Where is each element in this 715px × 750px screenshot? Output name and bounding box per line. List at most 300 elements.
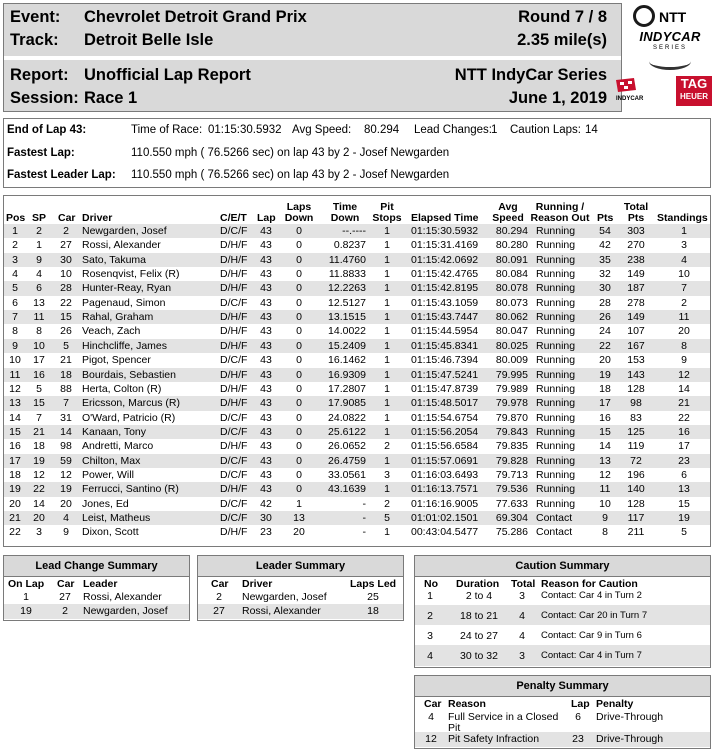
series-logo-text: SERIES	[652, 45, 687, 51]
penalty-col-lap: Lap	[571, 698, 590, 710]
penalty-row-1-reason: Full Service in a Closed	[448, 711, 559, 723]
cell-sp: 21	[33, 425, 45, 438]
cell-pit: 1	[384, 354, 390, 367]
cell-lap: 43	[260, 425, 272, 438]
leader-row-1-car: 2	[216, 591, 222, 603]
cell-status: Running	[536, 454, 576, 467]
event-name: Chevrolet Detroit Grand Prix	[84, 8, 307, 26]
table-row	[4, 425, 710, 439]
col-driver: Driver	[82, 212, 113, 224]
cell-driver: Pigot, Spencer	[82, 354, 151, 367]
table-row	[4, 281, 710, 295]
cell-car: 7	[63, 397, 69, 410]
cell-car: 14	[60, 425, 72, 438]
col-pts: Pts	[597, 212, 614, 224]
cell-total: 98	[630, 397, 642, 410]
cell-total: 196	[627, 468, 645, 481]
cell-time-down: --.----	[342, 225, 366, 237]
cell-laps-down: 0	[296, 354, 302, 367]
cell-sp: 2	[36, 225, 42, 237]
col-total-pts-2: Pts	[627, 212, 645, 224]
lap-report-table	[3, 195, 711, 547]
cell-pts: 30	[599, 282, 611, 295]
cell-driver: Ericsson, Marcus (R)	[82, 397, 181, 410]
cell-driver: Newgarden, Josef	[82, 225, 167, 237]
caution-row-3-reason: Contact: Car 9 in Turn 6	[541, 630, 642, 641]
col-avg-speed-1: Avg	[498, 201, 518, 213]
cell-stand: 17	[678, 440, 690, 453]
table-row	[4, 339, 710, 353]
cell-cet: D/C/F	[220, 468, 248, 481]
event-key: Event:	[10, 8, 61, 26]
cell-elapsed: 01:01:02.1501	[411, 512, 479, 524]
cell-pts: 26	[599, 311, 611, 324]
cell-time-down: 25.6122	[328, 425, 366, 438]
cell-speed: 69.304	[495, 512, 528, 524]
table-row	[4, 310, 710, 324]
cell-lap: 43	[260, 225, 272, 237]
flag-caption: INDYCAR	[616, 96, 644, 102]
cell-pos: 21	[9, 512, 21, 524]
cell-total: 167	[627, 339, 645, 352]
cell-total: 125	[627, 425, 645, 438]
cell-pts: 42	[599, 239, 611, 252]
cell-speed: 80.294	[495, 225, 528, 237]
cell-pit: 1	[384, 325, 390, 338]
cell-elapsed: 01:16:03.6493	[411, 468, 479, 481]
cell-lap: 42	[260, 497, 272, 510]
col-pit-stops-2: Stops	[372, 212, 402, 224]
cell-driver: Sato, Takuma	[82, 253, 147, 266]
cell-status: Running	[536, 382, 576, 395]
table-row	[4, 482, 710, 496]
cell-cet: D/C/F	[220, 454, 248, 467]
cell-car: 12	[60, 468, 72, 481]
penalty-summary-title: Penalty Summary	[415, 676, 710, 697]
cell-lap: 43	[260, 368, 272, 381]
leader-col-laps-led: Laps Led	[350, 578, 397, 590]
cell-speed: 80.062	[495, 311, 528, 324]
cell-time-down: 11.8833	[328, 268, 366, 281]
cell-total: 153	[627, 354, 645, 367]
cell-pts: 11	[599, 483, 611, 496]
cell-pts: 15	[599, 425, 611, 438]
cell-pts: 19	[599, 368, 611, 381]
cell-cet: D/H/F	[220, 253, 248, 266]
fastest-leader-lap-value: 110.550 mph ( 76.5266 sec) on lap 43 by 2 - Josef Newgarden	[131, 169, 450, 181]
cell-pts: 18	[599, 382, 611, 395]
leader-summary	[197, 555, 404, 621]
fastest-leader-lap-label: Fastest Leader Lap:	[7, 169, 116, 181]
table-row	[4, 368, 710, 382]
cell-stand: 3	[681, 239, 687, 252]
leader-row-1-driver: Newgarden, Josef	[242, 591, 327, 603]
cell-lap: 43	[260, 339, 272, 352]
cell-sp: 3	[36, 526, 42, 539]
cell-pit: 1	[384, 368, 390, 381]
cell-time-down: -	[362, 512, 366, 524]
track-name: Detroit Belle Isle	[84, 31, 214, 49]
cell-cet: D/H/F	[220, 440, 248, 453]
cell-status: Running	[536, 411, 576, 424]
cell-lap: 43	[260, 325, 272, 338]
cell-total: 72	[630, 454, 642, 467]
lead-row-2-lap: 19	[20, 605, 32, 617]
cell-pos: 16	[9, 440, 21, 453]
cell-time-down: 26.4759	[328, 454, 366, 467]
cell-sp: 5	[36, 382, 42, 395]
cell-sp: 12	[33, 468, 45, 481]
caution-row-2-no: 2	[427, 610, 433, 622]
cell-speed: 79.828	[495, 454, 528, 467]
cell-laps-down: 0	[296, 468, 302, 481]
cell-sp: 18	[33, 440, 45, 453]
lead-change-summary	[3, 555, 190, 621]
cell-cet: D/H/F	[220, 382, 248, 395]
cell-elapsed: 01:15:47.8739	[411, 382, 479, 395]
cell-pos: 13	[9, 397, 21, 410]
cell-time-down: 43.1639	[328, 483, 366, 496]
cell-stand: 5	[681, 526, 687, 539]
cell-laps-down: 1	[296, 497, 302, 510]
cell-driver: Hinchcliffe, James	[82, 339, 168, 352]
cell-laps-down: 0	[296, 325, 302, 338]
cell-pts: 35	[599, 253, 611, 266]
penalty-col-penalty: Penalty	[596, 698, 634, 710]
cell-laps-down: 0	[296, 339, 302, 352]
cell-laps-down: 0	[296, 368, 302, 381]
report-type: Unofficial Lap Report	[84, 66, 251, 84]
cell-speed: 80.025	[495, 339, 528, 352]
cell-pos: 5	[12, 282, 18, 295]
cell-pts: 16	[599, 411, 611, 424]
cell-driver: Veach, Zach	[82, 325, 141, 338]
cell-car: 88	[60, 382, 72, 395]
cell-laps-down: 13	[293, 512, 305, 524]
cell-laps-down: 0	[296, 225, 302, 237]
caution-row-1-no: 1	[427, 590, 433, 602]
cell-pit: 1	[384, 239, 390, 252]
cell-cet: D/C/F	[220, 225, 248, 237]
leader-col-car: Car	[211, 578, 229, 590]
cell-speed: 79.536	[495, 483, 528, 496]
cell-lap: 43	[260, 296, 272, 309]
cell-lap: 43	[260, 282, 272, 295]
penalty-summary	[414, 675, 711, 749]
track-length: 2.35 mile(s)	[517, 31, 607, 49]
cell-status: Running	[536, 325, 576, 338]
cell-laps-down: 0	[296, 239, 302, 252]
indycar-flag-logo	[612, 78, 650, 102]
cell-status: Running	[536, 282, 576, 295]
cell-speed: 75.286	[495, 526, 528, 539]
cell-driver: Power, Will	[82, 468, 134, 481]
cell-pts: 8	[602, 526, 608, 539]
cell-total: 119	[627, 440, 645, 453]
col-time-down-2: Down	[330, 212, 360, 224]
cell-total: 107	[627, 325, 645, 338]
heuer-logo-text: HEUER	[679, 92, 708, 101]
cell-lap: 43	[260, 454, 272, 467]
cell-pit: 5	[384, 512, 390, 524]
leader-row-2-car: 27	[213, 605, 225, 617]
cell-speed: 79.713	[495, 468, 528, 481]
cell-pts: 13	[599, 454, 611, 467]
cell-pos: 22	[9, 526, 21, 539]
cell-car: 30	[60, 253, 72, 266]
cell-driver: Bourdais, Sebastien	[82, 368, 176, 381]
caution-summary-title: Caution Summary	[415, 556, 710, 577]
cell-status: Running	[536, 296, 576, 309]
cell-sp: 1	[36, 239, 42, 252]
cell-cet: D/C/F	[220, 512, 248, 524]
cell-stand: 1	[681, 225, 687, 237]
cell-stand: 15	[678, 497, 690, 510]
cell-driver: Rossi, Alexander	[82, 239, 161, 252]
cell-driver: Ferrucci, Santino (R)	[82, 483, 179, 496]
table-row	[4, 267, 710, 281]
cell-total: 187	[627, 282, 645, 295]
cell-status: Running	[536, 268, 576, 281]
leader-col-driver: Driver	[242, 578, 273, 590]
cell-laps-down: 0	[296, 311, 302, 324]
cell-pts: 17	[599, 397, 611, 410]
lead-row-1-car: 27	[59, 591, 71, 603]
cell-pit: 1	[384, 268, 390, 281]
cell-pts: 14	[599, 440, 611, 453]
table-row	[4, 468, 710, 482]
cell-stand: 21	[678, 397, 690, 410]
col-pos: Pos	[6, 212, 26, 224]
cell-speed: 79.843	[495, 425, 528, 438]
cell-stand: 8	[681, 339, 687, 352]
cell-pit: 2	[384, 440, 390, 453]
table-row	[4, 296, 710, 310]
cell-lap: 43	[260, 411, 272, 424]
cell-pos: 17	[9, 454, 21, 467]
cell-pit: 1	[384, 253, 390, 266]
cell-pit: 3	[384, 468, 390, 481]
cell-status: Running	[536, 368, 576, 381]
cell-speed: 79.995	[495, 368, 528, 381]
cell-sp: 10	[33, 339, 45, 352]
leader-row-2-driver: Rossi, Alexander	[242, 605, 321, 617]
table-row	[4, 324, 710, 338]
cell-stand: 20	[678, 325, 690, 338]
cell-stand: 22	[678, 411, 690, 424]
cell-pos: 10	[9, 354, 21, 367]
cell-sp: 11	[33, 311, 45, 324]
cell-time-down: -	[362, 526, 366, 539]
cell-pos: 2	[12, 239, 18, 252]
penalty-row-2-reason: Pit Safety Infraction	[448, 733, 540, 745]
cell-elapsed: 01:15:42.4765	[411, 268, 479, 281]
cell-time-down: 16.1462	[328, 354, 366, 367]
cell-status: Running	[536, 397, 576, 410]
cell-cet: D/H/F	[220, 483, 248, 496]
cell-cet: D/C/F	[220, 354, 248, 367]
series-name: NTT IndyCar Series	[454, 66, 607, 84]
cell-laps-down: 0	[296, 382, 302, 395]
penalty-row-1-reason-cont: Pit	[448, 722, 461, 734]
cell-total: 128	[627, 497, 645, 510]
cell-elapsed: 01:15:42.8195	[411, 282, 479, 295]
cell-cet: D/H/F	[220, 325, 248, 338]
cell-stand: 10	[678, 268, 690, 281]
caution-row-3-total: 4	[519, 630, 525, 642]
cell-lap: 43	[260, 483, 272, 496]
penalty-row-1-lap: 6	[575, 711, 581, 723]
cell-stand: 19	[678, 512, 690, 524]
cell-sp: 15	[33, 397, 45, 410]
cell-total: 83	[630, 411, 642, 424]
cell-pos: 12	[9, 382, 21, 395]
cell-pts: 24	[599, 325, 611, 338]
caution-row-1-total: 3	[519, 590, 525, 602]
cell-cet: D/H/F	[220, 368, 248, 381]
col-elapsed: Elapsed Time	[411, 212, 479, 224]
penalty-row-1-car: 4	[428, 711, 434, 723]
cell-cet: D/H/F	[220, 339, 248, 352]
cell-pit: 1	[384, 225, 390, 237]
cell-lap: 43	[260, 239, 272, 252]
cell-pos: 9	[12, 339, 18, 352]
cell-driver: Leist, Matheus	[82, 512, 151, 524]
cell-sp: 6	[36, 282, 42, 295]
cell-elapsed: 01:15:31.4169	[411, 239, 479, 252]
cell-laps-down: 0	[296, 282, 302, 295]
cell-pos: 11	[9, 368, 21, 381]
cell-cet: D/H/F	[220, 526, 248, 539]
cell-laps-down: 0	[296, 296, 302, 309]
cell-pit: 1	[384, 483, 390, 496]
session-key: Session:	[10, 89, 79, 107]
caution-laps-label: Caution Laps:	[510, 124, 581, 136]
cell-stand: 11	[678, 311, 690, 324]
cell-lap: 23	[260, 526, 272, 539]
cell-car: 22	[60, 296, 72, 309]
caution-summary	[414, 555, 711, 668]
cell-driver: Chilton, Max	[82, 454, 141, 467]
cell-elapsed: 01:15:56.2054	[411, 425, 479, 438]
cell-sp: 17	[33, 354, 45, 367]
cell-total: 117	[627, 512, 645, 524]
time-of-race-value: 01:15:30.5932	[208, 124, 282, 136]
cell-stand: 14	[678, 382, 690, 395]
race-info-block	[3, 118, 711, 188]
cell-lap: 30	[260, 512, 272, 524]
table-row	[4, 525, 710, 539]
cell-elapsed: 01:16:13.7571	[411, 483, 479, 496]
cell-car: 20	[60, 497, 72, 510]
cell-pos: 8	[12, 325, 18, 338]
cell-laps-down: 0	[296, 268, 302, 281]
cell-car: 98	[60, 440, 72, 453]
table-row	[4, 396, 710, 410]
cell-cet: D/H/F	[220, 397, 248, 410]
cell-total: 238	[627, 253, 645, 266]
cell-elapsed: 01:15:57.0691	[411, 454, 479, 467]
cell-stand: 12	[678, 368, 690, 381]
cell-elapsed: 01:15:56.6584	[411, 440, 479, 453]
cell-driver: Dixon, Scott	[82, 526, 139, 539]
lead-row-2-car: 2	[62, 605, 68, 617]
cell-speed: 79.835	[495, 440, 528, 453]
caution-col-reason: Reason for Caution	[541, 578, 638, 590]
cell-status: Running	[536, 440, 576, 453]
cell-elapsed: 00:43:04.5477	[411, 526, 479, 539]
cell-speed: 80.280	[495, 239, 528, 252]
cell-time-down: 26.0652	[328, 440, 366, 453]
cell-elapsed: 01:15:45.8341	[411, 339, 479, 352]
cell-time-down: 0.8237	[333, 239, 366, 252]
cell-speed: 79.989	[495, 382, 528, 395]
cell-laps-down: 0	[296, 440, 302, 453]
col-total-pts-1: Total	[623, 201, 649, 213]
caution-col-total: Total	[511, 578, 536, 590]
cell-elapsed: 01:15:30.5932	[411, 225, 479, 237]
cell-pts: 20	[599, 354, 611, 367]
cell-car: 26	[60, 325, 72, 338]
cell-pos: 1	[12, 225, 18, 237]
logo-arc-icon	[649, 53, 691, 70]
cell-status: Running	[536, 311, 576, 324]
cell-laps-down: 20	[293, 526, 305, 539]
cell-car: 4	[63, 512, 69, 524]
report-header	[3, 3, 622, 112]
cell-car: 10	[60, 268, 72, 281]
cell-pts: 22	[599, 339, 611, 352]
cell-pit: 1	[384, 454, 390, 467]
cell-stand: 9	[681, 354, 687, 367]
cell-pts: 10	[599, 497, 611, 510]
cell-time-down: 13.1515	[328, 311, 366, 324]
cell-speed: 80.073	[495, 296, 528, 309]
table-row	[4, 238, 710, 252]
cell-sp: 13	[33, 296, 45, 309]
cell-lap: 43	[260, 440, 272, 453]
penalty-row-2-car: 12	[425, 733, 437, 745]
cell-sp: 16	[33, 368, 45, 381]
cell-speed: 77.633	[495, 497, 528, 510]
cell-time-down: -	[362, 497, 366, 510]
cell-driver: Rosenqvist, Felix (R)	[82, 268, 180, 281]
cell-laps-down: 0	[296, 425, 302, 438]
penalty-row-2-penalty: Drive-Through	[596, 733, 664, 745]
cell-pit: 1	[384, 296, 390, 309]
cell-time-down: 24.0822	[328, 411, 366, 424]
avg-speed-value: 80.294	[364, 124, 400, 136]
cell-speed: 80.047	[495, 325, 528, 338]
cell-car: 18	[60, 368, 72, 381]
cell-elapsed: 01:15:46.7394	[411, 354, 479, 367]
cell-elapsed: 01:16:16.9005	[411, 497, 479, 510]
lead-col-on-lap: On Lap	[8, 578, 45, 590]
cell-pit: 1	[384, 411, 390, 424]
cell-cet: D/H/F	[220, 239, 248, 252]
penalty-row-2-lap: 23	[572, 733, 584, 745]
cell-car: 21	[60, 354, 72, 367]
caution-row-4-reason: Contact: Car 4 in Turn 7	[541, 650, 642, 661]
cell-laps-down: 0	[296, 483, 302, 496]
cell-status: Running	[536, 468, 576, 481]
cell-total: 211	[627, 526, 645, 539]
col-pit-stops-1: Pit	[380, 201, 394, 213]
cell-laps-down: 0	[296, 411, 302, 424]
col-laps-down-1: Laps	[286, 201, 312, 213]
track-key: Track:	[10, 31, 59, 49]
table-row	[4, 511, 710, 525]
